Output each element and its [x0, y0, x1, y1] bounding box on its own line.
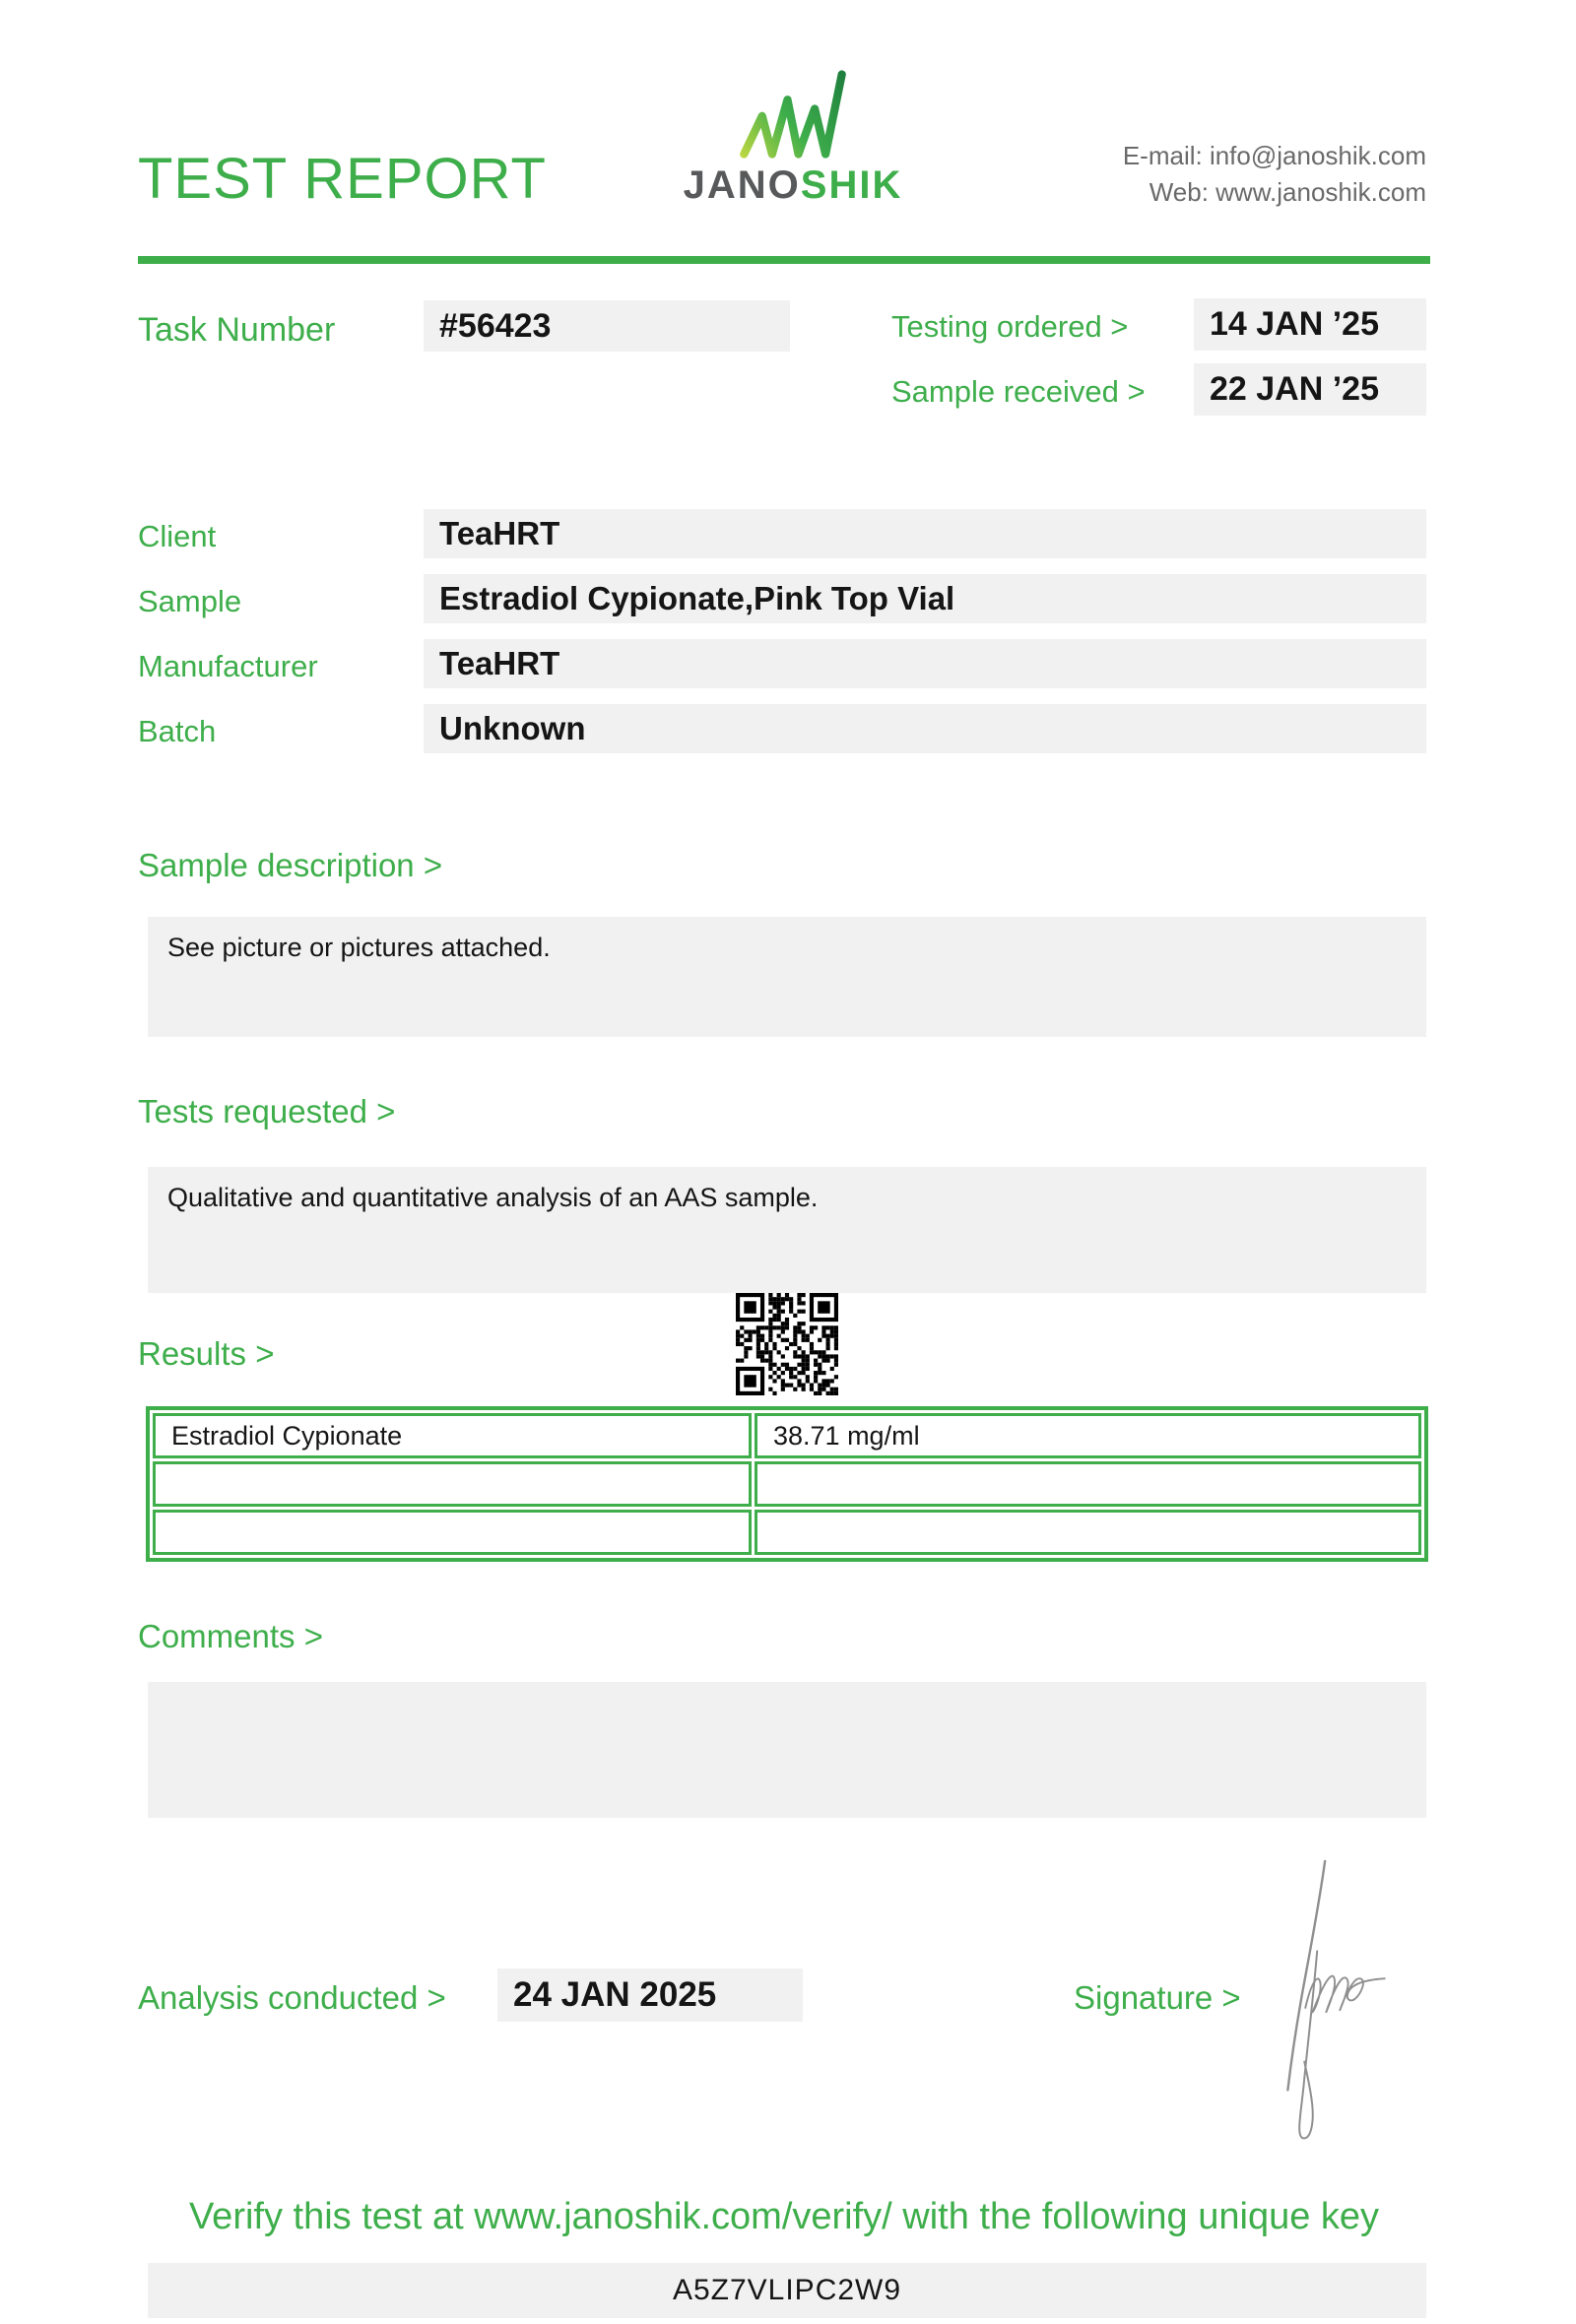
sample-label: Sample — [138, 584, 242, 618]
results-row — [153, 1413, 1421, 1458]
verify-text: Verify this test at www.janoshik.com/verify/ with the following unique key — [188, 2196, 1380, 2237]
result-cell: 38.71 mg/ml — [755, 1413, 1421, 1458]
signature-label: Signature > — [1074, 1979, 1241, 2016]
sample-description-heading: Sample description > — [138, 847, 443, 883]
task-number-label: Task Number — [138, 311, 336, 349]
unique-key: A5Z7VLIPC2W9 — [148, 2263, 1426, 2318]
tests-requested-heading: Tests requested > — [138, 1093, 396, 1130]
batch-label: Batch — [138, 714, 217, 748]
sample-received-label: Sample received > — [891, 374, 1146, 409]
contact-email: E-mail: info@janoshik.com — [1122, 141, 1426, 170]
result-cell — [755, 1510, 1421, 1555]
result-cell — [755, 1461, 1421, 1507]
testing-ordered-label: Testing ordered > — [891, 309, 1129, 344]
contact-block — [1123, 138, 1426, 211]
comments-box — [148, 1682, 1426, 1818]
results-heading: Results > — [138, 1335, 275, 1372]
client-label: Client — [138, 519, 217, 553]
header-divider — [138, 256, 1430, 264]
comments-heading: Comments > — [138, 1618, 323, 1654]
batch-value: Unknown — [424, 704, 1426, 753]
task-number-value: #56423 — [424, 300, 790, 352]
brand-prefix: JANO — [683, 163, 801, 207]
results-table — [146, 1406, 1428, 1562]
sample-value: Estradiol Cypionate,Pink Top Vial — [424, 574, 1426, 623]
brand-logo — [680, 69, 906, 222]
brand-suffix: SHIK — [800, 163, 903, 207]
chart-growth-icon — [734, 69, 852, 160]
qr-code — [736, 1293, 838, 1395]
analyte-cell — [153, 1461, 752, 1507]
manufacturer-value: TeaHRT — [424, 639, 1426, 688]
testing-ordered-value: 14 JAN ’25 — [1194, 298, 1426, 351]
contact-web: Web: www.janoshik.com — [1149, 177, 1426, 207]
sample-received-value: 22 JAN ’25 — [1194, 363, 1426, 416]
brand-text — [680, 163, 906, 208]
signature-image — [1266, 1853, 1423, 2147]
sample-description-box: See picture or pictures attached. — [148, 917, 1426, 1037]
analyte-cell — [153, 1510, 752, 1555]
results-row — [153, 1461, 1421, 1507]
client-value: TeaHRT — [424, 509, 1426, 558]
analyte-cell: Estradiol Cypionate — [153, 1413, 752, 1458]
analysis-conducted-value: 24 JAN 2025 — [497, 1969, 803, 2022]
manufacturer-label: Manufacturer — [138, 649, 318, 683]
page-title: TEST REPORT — [138, 147, 547, 211]
analysis-conducted-label: Analysis conducted > — [138, 1979, 446, 2016]
tests-requested-box: Qualitative and quantitative analysis of an AAS sample. — [148, 1167, 1426, 1293]
results-row — [153, 1510, 1421, 1555]
